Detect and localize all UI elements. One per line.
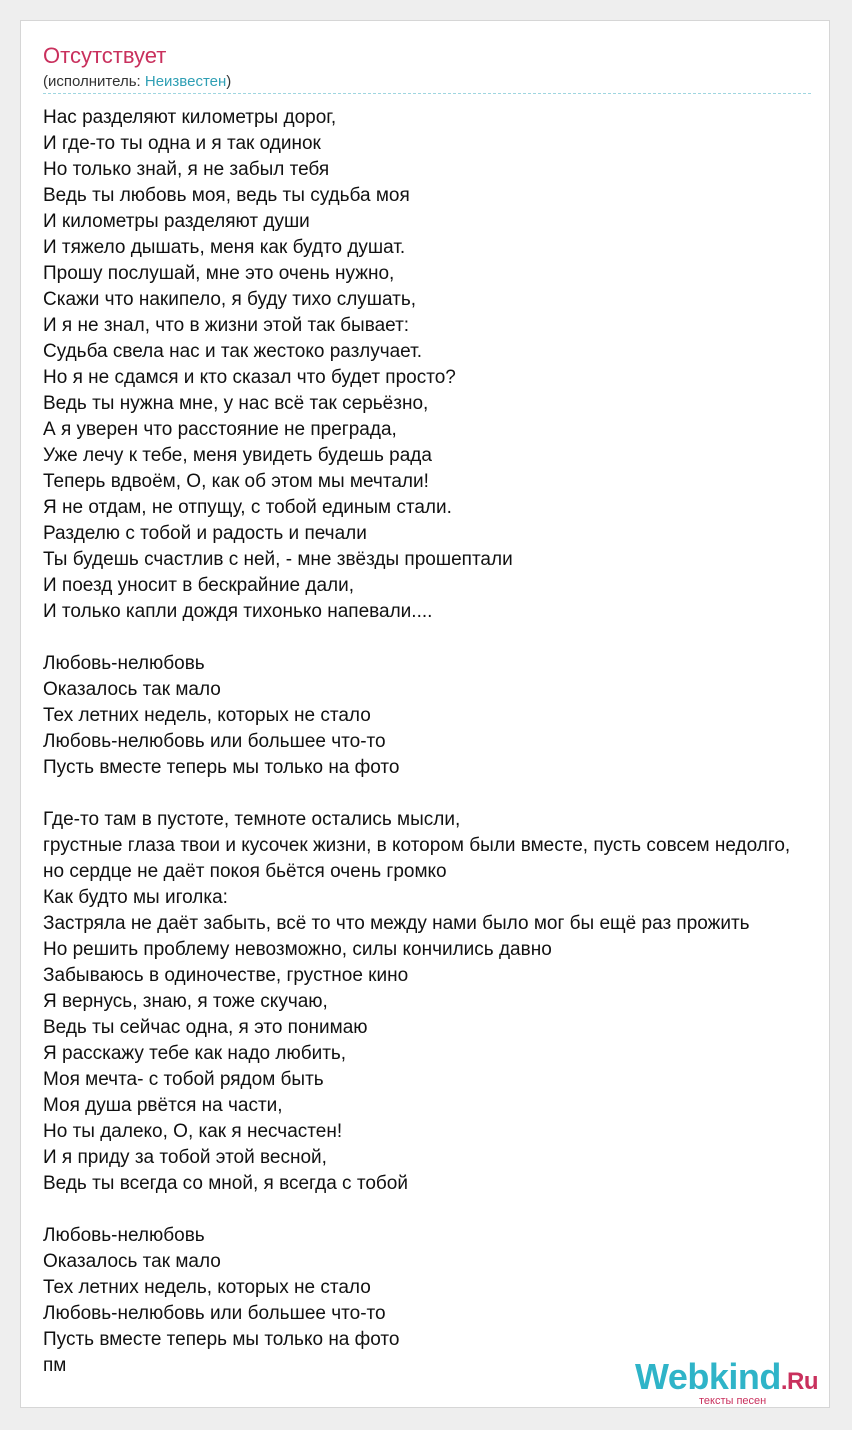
lyric-line: Как будто мы иголка: [43,887,228,908]
lyric-line: Я не отдам, не отпущу, с тобой единым стали. [43,497,452,518]
lyric-line: Разделю с тобой и радость и печали [43,523,367,544]
lyric-line: Тех летних недель, которых не стало [43,1277,371,1298]
lyric-line: Любовь-нелюбовь [43,1225,205,1246]
lyric-line: И только капли дождя тихонько напевали.... [43,601,433,622]
lyric-line: Судьба свела нас и так жестоко разлучает. [43,341,422,362]
lyric-line: И тяжело дышать, меня как будто душат. [43,237,406,258]
lyric-line: Скажи что накипело, я буду тихо слушать, [43,289,417,310]
artist-prefix: (исполнитель: [43,73,145,90]
stanza-break [43,1197,790,1223]
lyric-line: Любовь-нелюбовь или большее что-то [43,731,386,752]
lyric-line: Теперь вдвоём, О, как об этом мы мечтали! [43,471,429,492]
lyric-line: Моя мечта- с тобой рядом быть [43,1069,324,1090]
lyric-line: А я уверен что расстояние не преграда, [43,419,397,440]
logo-tagline: тексты песен [699,1395,767,1407]
song-title: Отсутствует [43,43,167,68]
lyric-line: Забываюсь в одиночестве, грустное кино [43,965,409,986]
lyric-line: Но решить проблему невозможно, силы кончились давно [43,939,552,960]
lyric-line: Моя душа рвётся на части, [43,1095,283,1116]
lyric-line: Нас разделяют километры дорог, [43,107,337,128]
artist-line [43,73,231,91]
logo-domain-suffix: .Ru [780,1368,819,1395]
lyrics-text [43,105,790,1379]
lyric-line: Оказалось так мало [43,1251,221,1272]
artist-link[interactable]: Неизвестен [144,73,227,90]
lyric-line: но сердце не даёт покоя бьётся очень громко [43,861,447,882]
lyric-line: Пусть вместе теперь мы только на фото [43,757,400,778]
lyric-line: Я вернусь, знаю, я тоже скучаю, [43,991,328,1012]
lyric-line: И я не знал, что в жизни этой так бывает: [43,315,410,336]
logo-word: Webkind [635,1356,781,1397]
lyric-line: И я приду за тобой этой весной, [43,1147,327,1168]
lyric-line: Оказалось так мало [43,679,221,700]
lyric-line: Но только знай, я не забыл тебя [43,159,330,180]
stanza-break [43,625,790,651]
artist-suffix: ) [226,73,232,90]
lyric-line: Ведь ты нужна мне, у нас всё так серьёзно, [43,393,429,414]
lyric-line: Ведь ты любовь моя, ведь ты судьба моя [43,185,410,206]
lyric-line: Но я не сдамся и кто сказал что будет просто? [43,367,456,388]
lyric-line: И где-то ты одна и я так одинок [43,133,321,154]
site-logo[interactable] [635,1357,825,1408]
lyric-line: Ты будешь счастлив с ней, - мне звёзды прошептали [43,549,513,570]
dashed-divider [43,93,811,94]
lyric-line: Я расскажу тебе как надо любить, [43,1043,347,1064]
lyric-line: Любовь-нелюбовь или большее что-то [43,1303,386,1324]
stanza-break [43,781,790,807]
lyric-line: Любовь-нелюбовь [43,653,205,674]
lyric-line: Ведь ты сейчас одна, я это понимаю [43,1017,368,1038]
lyric-line: Прошу послушай, мне это очень нужно, [43,263,395,284]
lyric-line: Где-то там в пустоте, темноте остались мысли, [43,809,461,830]
lyric-line: Пусть вместе теперь мы только на фото [43,1329,400,1350]
lyric-line: Но ты далеко, О, как я несчастен! [43,1121,343,1142]
lyric-line: И поезд уносит в бескрайние дали, [43,575,355,596]
lyric-line: Застряла не даёт забыть, всё то что между нами было мог бы ещё раз прожить [43,913,750,934]
lyrics-card [20,20,830,1408]
lyric-line: Тех летних недель, которых не стало [43,705,371,726]
lyric-line: И километры разделяют души [43,211,310,232]
lyric-line: Уже лечу к тебе, меня увидеть будешь рада [43,445,432,466]
lyric-line: пм [43,1355,67,1376]
lyric-line: Ведь ты всегда со мной, я всегда с тобой [43,1173,408,1194]
lyric-line: грустные глаза твои и кусочек жизни, в котором были вместе, пусть совсем недолго, [43,835,791,856]
